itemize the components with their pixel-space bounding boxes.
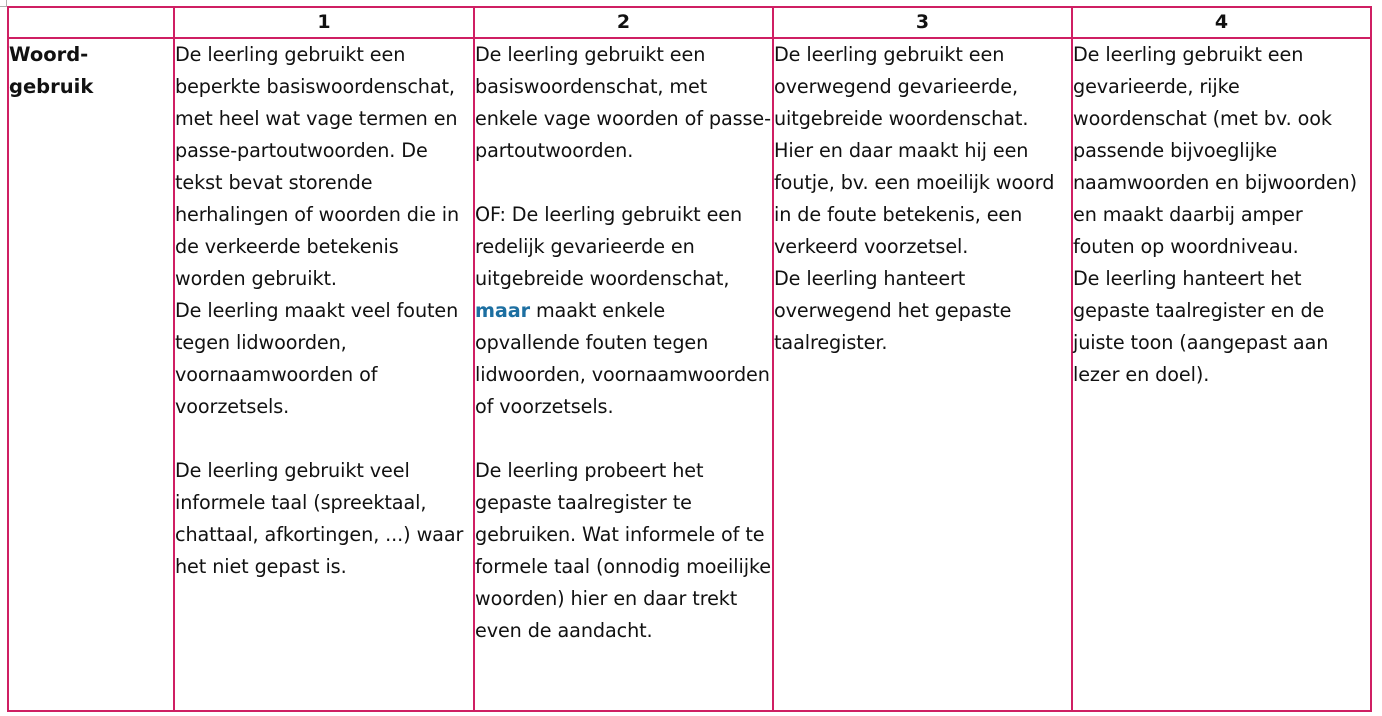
level-2-paragraph-2-end: maakt enkele opvallende fouten tegen lidwoorden, voornaamwoorden of voorzetsels. [475,299,770,418]
corner-crop-mark [0,0,7,7]
paragraph-gap [475,423,772,455]
paragraph-gap [475,167,772,199]
criterion-row [8,38,1371,711]
header-level-2: 2 [474,7,773,38]
header-level-1: 1 [174,7,474,38]
level-1-paragraph-2: De leerling maakt veel fouten tegen lidwoorden, voornaamwoorden of voorzetsels. [175,299,459,418]
level-4-description [1072,38,1371,711]
level-3-paragraph-2: De leerling hanteert overwegend het gepaste taalregister. [774,267,1012,354]
level-2-description [474,38,773,711]
level-1-paragraph-3: De leerling gebruikt veel informele taal (spreektaal, chattaal, afkortingen, ...) waar het niet gepast is. [175,459,464,578]
header-level-4: 4 [1072,7,1371,38]
header-level-3: 3 [773,7,1072,38]
level-2-paragraph-2-start: OF: De leerling gebruikt een redelijk gevarieerde en uitgebreide woordenschat, [475,203,743,290]
header-blank-cell [8,7,174,38]
paragraph-gap [175,423,473,455]
level-2-paragraph-1: De leerling gebruikt een basiswoordenschat, met enkele vage woorden of passe-partoutwoorden. [475,43,771,162]
level-4-paragraph-2: De leerling hanteert het gepaste taalregister en de juiste toon (aangepast aan lezer en doel). [1073,267,1329,386]
level-3-description [773,38,1072,711]
level-1-description [174,38,474,711]
level-2-emphasis-maar: maar [475,299,530,322]
criterion-label-cell [8,38,174,711]
criterion-label-line2: gebruik [9,75,94,98]
level-1-paragraph-1: De leerling gebruikt een beperkte basiswoordenschat, met heel wat vage termen en passe-partoutwoorden. De tekst bevat storende herhalingen of woorden die in de verkeerde betekenis worden gebruikt. [175,43,460,290]
level-2-paragraph-3: De leerling probeert het gepaste taalregister te gebruiken. Wat informele of te formele taal (onnodig moeilijke woorden) hier en daar trekt even de aandacht. [475,459,772,642]
header-row [8,7,1371,38]
level-4-paragraph-1: De leerling gebruikt een gevarieerde, rijke woordenschat (met bv. ook passende bijvoeglijke naamwoorden en bijwoorden) en maakt daarbij amper fouten op woordniveau. [1073,43,1357,258]
level-3-paragraph-1: De leerling gebruikt een overwegend gevarieerde, uitgebreide woordenschat. Hier en daar maakt hij een foutje, bv. een moeilijk woord in de foute betekenis, een verkeerd voorzetsel. [774,43,1055,258]
level-2-paragraph-2 [475,199,772,423]
criterion-label-line1: Woord- [9,43,89,66]
rubric-table [7,6,1372,712]
